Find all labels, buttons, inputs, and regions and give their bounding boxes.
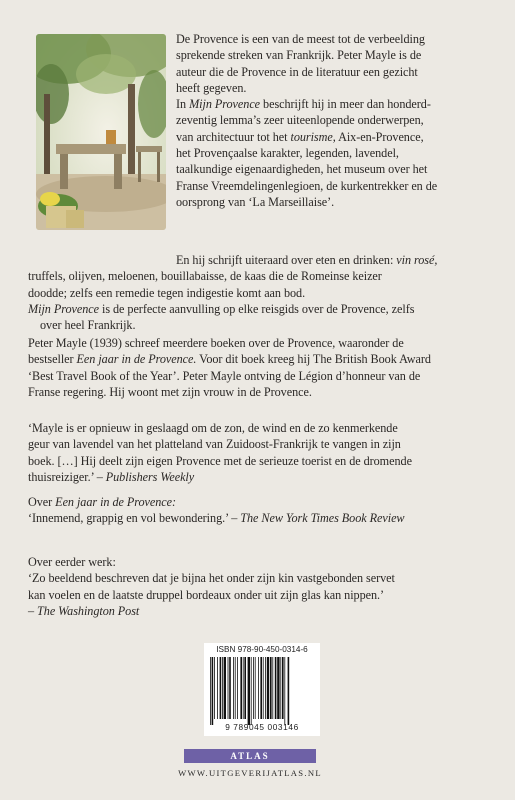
- intro-line: De Provence is een van de meest tot de verbeelding: [176, 32, 425, 46]
- barcode-bar: [240, 657, 242, 719]
- food-line: Mijn Provence is de perfecte aanvulling op elke reisgids over de Provence, zelfs: [28, 301, 415, 316]
- barcode-bar: [217, 657, 218, 719]
- barcode-bar: [212, 657, 214, 725]
- barcode-bar: [282, 657, 284, 719]
- barcode-bar: [237, 657, 238, 719]
- barcode-bar: [229, 657, 231, 719]
- review-quote-publishers-weekly: [28, 420, 490, 485]
- quote-line: geur van lavendel van het platteland van Zuidoost-Frankrijk te vangen in zijn: [28, 437, 401, 452]
- isbn-number: ISBN 978-90-450-0314-6: [216, 645, 308, 654]
- intro-line: In Mijn Provence beschrijft hij in meer dan honderd-: [176, 97, 431, 112]
- barcode-bar: [272, 657, 273, 719]
- intro-line: taalkundige eigenaardigheden, het museum over het: [176, 162, 428, 177]
- isbn-barcode: [204, 643, 320, 736]
- quote-line: kan voelen en de laatste druppel bordeaux onder uit zijn glas kan nippen.’: [28, 587, 385, 602]
- barcode-bar: [263, 657, 264, 719]
- author-line: Peter Mayle (1939) schreef meerdere boeken over de Provence, waaronder de: [28, 336, 404, 350]
- quote-line: boek. […] Hij deelt zijn eigen Provence met de serieuze toerist en de dromende: [28, 453, 412, 468]
- barcode-bars: [210, 657, 314, 725]
- review-quote-nyt: [28, 494, 490, 527]
- food-line: En hij schrijft uiteraard over eten en drinken: vin rosé,: [176, 253, 438, 267]
- food-line: over heel Frankrijk.: [40, 318, 136, 333]
- over2-heading: Over eerder werk:: [28, 555, 116, 569]
- barcode-bar: [220, 657, 222, 719]
- quote-source: The New York Times Book Review: [240, 511, 405, 526]
- barcode-bar: [277, 657, 279, 719]
- barcode-bar: [275, 657, 277, 719]
- barcode-bar: [243, 657, 244, 719]
- barcode-bar: [233, 657, 234, 719]
- food-line: doodde; zelfs een remedie tegen indigestie komt aan bod.: [28, 285, 306, 300]
- publisher-logo-atlas: ATLAS: [184, 749, 316, 763]
- intro-line: zeventig lemma’s zeer uiteenlopende onderwerpen,: [176, 113, 424, 128]
- over1-heading: Over Een jaar in de Provence:: [28, 495, 177, 509]
- barcode-bar: [244, 657, 246, 719]
- barcode-bar: [270, 657, 272, 719]
- quote-line: – The Washington Post: [28, 603, 140, 618]
- quote-source: The Washington Post: [37, 603, 140, 618]
- intro-line: heeft gegeven.: [176, 80, 247, 95]
- barcode-bar: [288, 657, 290, 725]
- barcode-bar: [228, 657, 229, 719]
- cover-photo-garden-table: [36, 34, 166, 230]
- review-quote-washington-post: [28, 554, 490, 619]
- barcode-bar: [267, 657, 269, 719]
- barcode-bar: [251, 657, 252, 725]
- barcode-bar: [284, 657, 285, 725]
- intro-line: van architectuur tot het tourisme, Aix-en-Provence,: [176, 129, 424, 144]
- author-line: bestseller Een jaar in de Provence. Voor dit boek kreeg hij The British Book Award: [28, 352, 431, 367]
- barcode-bar: [222, 657, 223, 719]
- quote-line: ‘Mayle is er opnieuw in geslaagd om de zon, de wind en de zo kenmerkende: [28, 421, 398, 435]
- barcode-bar: [235, 657, 236, 719]
- quote-line: thuisreiziger.’ – Publishers Weekly: [28, 469, 195, 484]
- intro-paragraph: [176, 31, 486, 210]
- intro-line: auteur die de Provence in de literatuur een gezicht: [176, 64, 418, 79]
- barcode-bar: [265, 657, 266, 719]
- barcode-bar: [253, 657, 254, 719]
- barcode-bar: [255, 657, 256, 719]
- author-line: ‘Best Travel Book of the Year’. Peter Mayle ontving de Légion d’honneur van de: [28, 368, 421, 383]
- barcode-bar: [258, 657, 259, 719]
- food-paragraph: [28, 252, 490, 333]
- intro-line: sprekende streken van Frankrijk. Peter Mayle is de: [176, 48, 422, 63]
- intro-line: het Provençaalse karakter, legenden, lavendel,: [176, 146, 399, 161]
- barcode-bar: [224, 657, 226, 719]
- barcode-bar: [280, 657, 281, 719]
- barcode-bar: [248, 657, 250, 725]
- food-line: truffels, olijven, meloenen, bouillabaisse, de kaas die de Romeinse keizer: [28, 269, 382, 284]
- barcode-bar: [210, 657, 211, 725]
- author-paragraph: [28, 335, 490, 400]
- intro-line: Franse Vreemdelingenlegioen, de kurkentrekker en de: [176, 178, 438, 193]
- quote-source: Publishers Weekly: [105, 469, 195, 484]
- isbn-digits: 9 789045 003146: [225, 722, 299, 732]
- over1-quote: ‘Innemend, grappig en vol bewondering.’ – The New York Times Book Review: [28, 511, 405, 526]
- publisher-url: WWW.UITGEVERIJATLAS.NL: [178, 768, 322, 778]
- barcode-bar: [214, 657, 215, 719]
- quote-line: ‘Zo beeldend beschreven dat je bijna het onder zijn kin vastgebonden servet: [28, 571, 395, 586]
- barcode-bar: [260, 657, 262, 719]
- book-title-italic: Mijn Provence: [189, 97, 261, 112]
- intro-line: oorsprong van ‘La Marseillaise’.: [176, 194, 335, 209]
- author-line: Franse regering. Hij woont met zijn vrouw in de Provence.: [28, 384, 312, 399]
